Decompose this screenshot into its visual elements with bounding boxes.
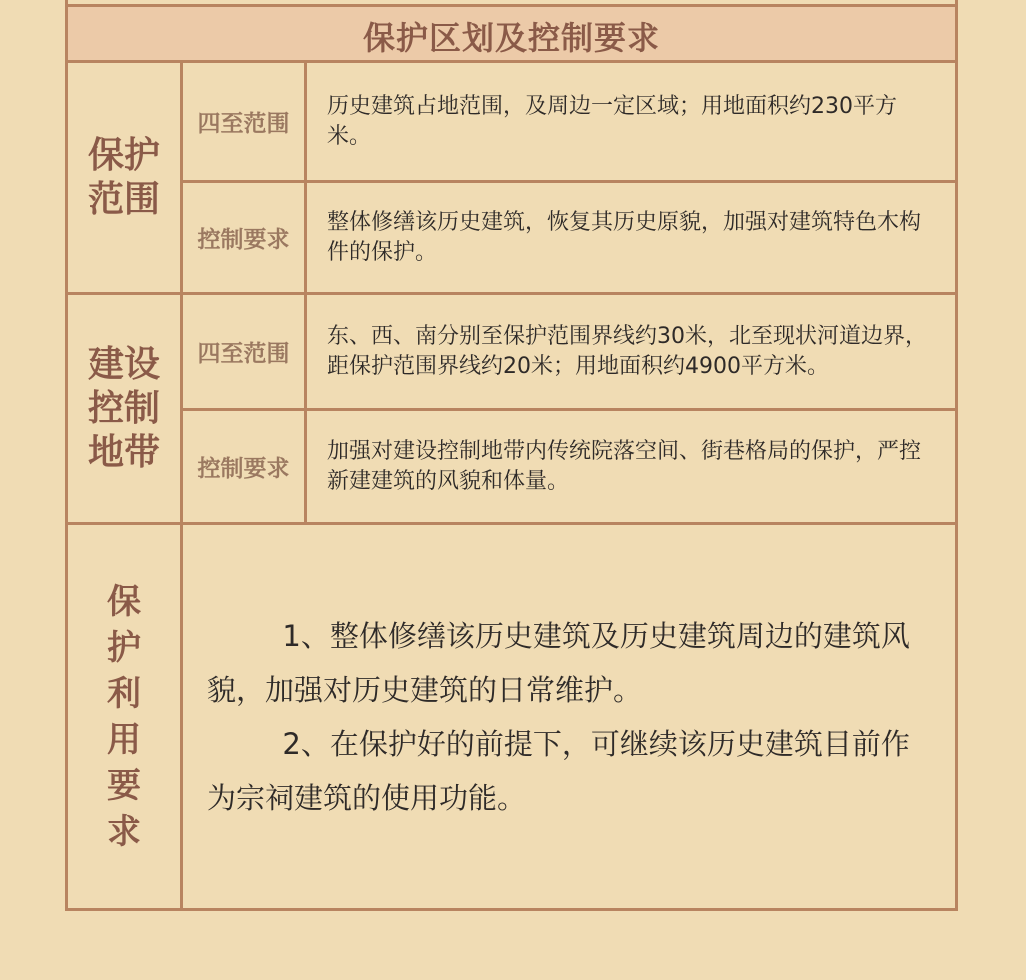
table-row [67, 182, 957, 294]
table-title: 保护区划及控制要求 [67, 6, 957, 62]
row-label: 四至范围 [182, 62, 306, 182]
row-label: 控制要求 [182, 410, 306, 524]
section-usage [67, 524, 182, 910]
row-content: 加强对建设控制地带内传统院落空间、街巷格局的保护，严控新建建筑的风貌和体量。 [306, 410, 957, 524]
usage-paragraph: 1、整体修缮该历史建筑及历史建筑周边的建筑风貌，加强对历史建筑的日常维护。 [207, 618, 910, 707]
protection-table [65, 0, 958, 911]
row-label: 控制要求 [182, 182, 306, 294]
usage-content [182, 524, 957, 910]
table-row [67, 410, 957, 524]
section-name: 保护范围 [88, 134, 161, 220]
table-row [67, 62, 957, 182]
row-content: 东、西、南分别至保护范围界线约30米，北至现状河道边界，距保护范围界线约20米；用地面积约4900平方米。 [306, 294, 957, 410]
section-name: 建设控制地带 [88, 343, 161, 473]
row-label: 四至范围 [182, 294, 306, 410]
protection-table-wrapper [65, 0, 955, 910]
row-content: 历史建筑占地范围，及周边一定区域；用地面积约230平方米。 [306, 62, 957, 182]
row-content: 整体修缮该历史建筑，恢复其历史原貌，加强对建筑特色木构件的保护。 [306, 182, 957, 294]
section-name: 保护利用要求 [107, 581, 141, 852]
table-row [67, 294, 957, 410]
section-construction-control [67, 294, 182, 524]
title-row [67, 6, 957, 62]
section-protection-range [67, 62, 182, 294]
table-row [67, 524, 957, 910]
usage-paragraph: 2、在保护好的前提下，可继续该历史建筑目前作为宗祠建筑的使用功能。 [207, 726, 910, 815]
